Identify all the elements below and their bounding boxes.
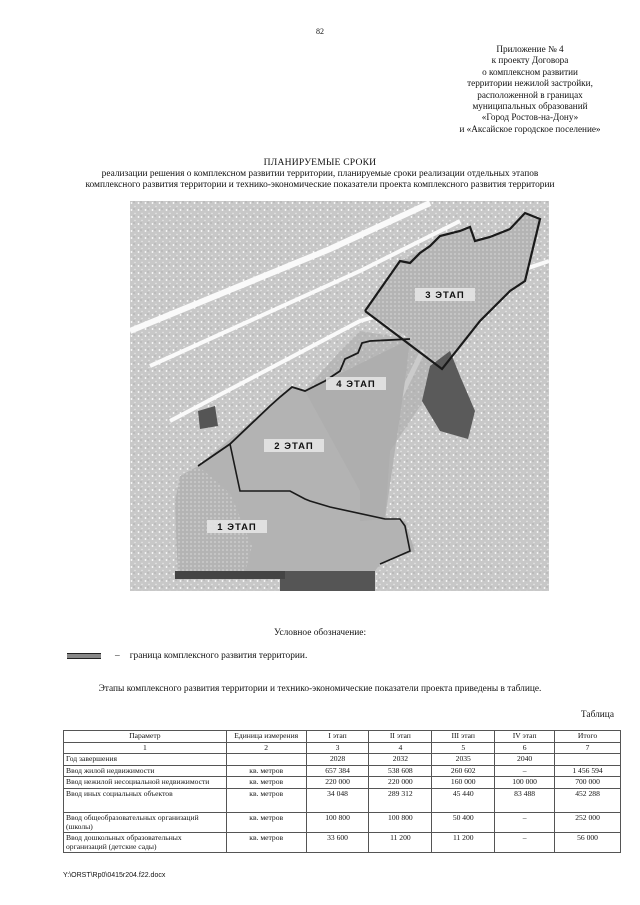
stage-label-2 bbox=[264, 439, 324, 452]
table-cell: кв. метров bbox=[226, 833, 306, 853]
table-cell: Ввод иных социальных объектов bbox=[64, 788, 227, 812]
table-cell: 7 bbox=[555, 742, 621, 754]
table-header: I этап bbox=[306, 731, 369, 743]
appendix-block bbox=[420, 44, 640, 135]
appendix-line: муниципальных образований bbox=[472, 101, 588, 112]
legend-text: граница комплексного развития территории. bbox=[129, 651, 308, 661]
table-cell: 11 200 bbox=[369, 833, 432, 853]
stage-label-1 bbox=[207, 520, 267, 533]
table-number-row bbox=[64, 742, 621, 754]
table-header-row bbox=[64, 731, 621, 743]
table-cell: Год завершения bbox=[64, 754, 227, 766]
table-cell: 252 000 bbox=[555, 812, 621, 832]
document-title bbox=[0, 157, 640, 192]
stage-2-text: 2 ЭТАП bbox=[274, 441, 314, 452]
table-cell: 100 800 bbox=[306, 812, 369, 832]
table-header: II этап bbox=[369, 731, 432, 743]
table-row bbox=[64, 833, 621, 853]
table-cell: 538 608 bbox=[369, 765, 432, 777]
appendix-line: расположенной в границах bbox=[477, 89, 583, 100]
dark-strip bbox=[175, 571, 285, 579]
appendix-line: территории нежилой застройки, bbox=[467, 78, 593, 89]
table-cell: 3 bbox=[306, 742, 369, 754]
table-cell: 83 488 bbox=[495, 788, 555, 812]
table-cell: 100 000 bbox=[495, 777, 555, 789]
table-cell: 2028 bbox=[306, 754, 369, 766]
stage-4-text: 4 ЭТАП bbox=[336, 379, 376, 390]
table-cell: кв. метров bbox=[226, 812, 306, 832]
table-row bbox=[64, 788, 621, 812]
table-cell: 220 000 bbox=[306, 777, 369, 789]
table-cell: 2035 bbox=[432, 754, 495, 766]
table-cell: кв. метров bbox=[226, 777, 306, 789]
table-header: III этап bbox=[432, 731, 495, 743]
table-cell: 6 bbox=[495, 742, 555, 754]
legend-dash: – bbox=[115, 651, 120, 661]
table-header: Единица измерения bbox=[226, 731, 306, 743]
page-number: 82 bbox=[316, 27, 324, 36]
table-cell: 2040 bbox=[495, 754, 555, 766]
appendix-line: о комплексном развитии bbox=[482, 66, 578, 77]
table-cell bbox=[226, 754, 306, 766]
title-line: реализации решения о комплексном развитии территории, планируемые сроки реализации отдельных этапов bbox=[101, 168, 539, 179]
table-cell: – bbox=[495, 765, 555, 777]
table-cell: кв. метров bbox=[226, 788, 306, 812]
table-cell: 2032 bbox=[369, 754, 432, 766]
table-cell: 700 000 bbox=[555, 777, 621, 789]
table-row bbox=[64, 754, 621, 766]
table-header: Итого bbox=[555, 731, 621, 743]
table-cell: 56 000 bbox=[555, 833, 621, 853]
legend-heading: Условное обозначение: bbox=[273, 628, 367, 638]
table-cell: 33 600 bbox=[306, 833, 369, 853]
indicators-table bbox=[63, 730, 621, 853]
table-cell: 160 000 bbox=[432, 777, 495, 789]
table-row bbox=[64, 777, 621, 789]
stage-label-4 bbox=[326, 377, 386, 390]
table-header: Параметр bbox=[64, 731, 227, 743]
table-cell: Ввод дошкольных образовательных организаций (детские сады) bbox=[64, 833, 227, 853]
table-intro: Этапы комплексного развития территории и технико-экономические показатели проекта приведены в таблице. bbox=[98, 684, 542, 694]
table-label: Таблица bbox=[580, 710, 614, 720]
table-cell: – bbox=[495, 812, 555, 832]
territory-map bbox=[130, 201, 549, 591]
table-cell: 452 288 bbox=[555, 788, 621, 812]
table-cell: 4 bbox=[369, 742, 432, 754]
legend-row bbox=[67, 651, 307, 661]
stage-3-text: 3 ЭТАП bbox=[425, 290, 465, 301]
table-row bbox=[64, 812, 621, 832]
map-svg bbox=[130, 201, 549, 591]
title-line: комплексного развития территории и технико-экономические показатели проекта комплексного развития территории bbox=[85, 180, 555, 190]
appendix-line: к проекту Договора bbox=[491, 55, 569, 66]
table-cell: 657 384 bbox=[306, 765, 369, 777]
appendix-line: и «Аксайское городское поселение» bbox=[459, 123, 601, 134]
table-cell: Ввод нежилой несоциальной недвижимости bbox=[64, 777, 227, 789]
table-cell: – bbox=[495, 833, 555, 853]
table-cell: 2 bbox=[226, 742, 306, 754]
table-cell: 50 400 bbox=[432, 812, 495, 832]
title-heading: ПЛАНИРУЕМЫЕ СРОКИ bbox=[263, 157, 377, 168]
file-path-footer: Y:\ORST\Rp0\0415r204.f22.docx bbox=[63, 872, 166, 879]
boundary-line-symbol bbox=[67, 653, 101, 659]
stage-1-text: 1 ЭТАП bbox=[217, 522, 257, 533]
table-row bbox=[64, 765, 621, 777]
table-cell: 1 456 594 bbox=[555, 765, 621, 777]
stage-label-3 bbox=[415, 288, 475, 301]
table-cell: 289 312 bbox=[369, 788, 432, 812]
table-cell: Ввод общеобразовательных организаций (школы) bbox=[64, 812, 227, 832]
table-cell: 220 000 bbox=[369, 777, 432, 789]
table-cell: 45 440 bbox=[432, 788, 495, 812]
table-cell: 100 800 bbox=[369, 812, 432, 832]
table-cell: 260 602 bbox=[432, 765, 495, 777]
dark-area-south bbox=[280, 571, 375, 591]
appendix-line: Приложение № 4 bbox=[496, 44, 564, 54]
table-cell: 5 bbox=[432, 742, 495, 754]
table-cell: 11 200 bbox=[432, 833, 495, 853]
table-cell: 1 bbox=[64, 742, 227, 754]
table-cell: 34 048 bbox=[306, 788, 369, 812]
table-cell: Ввод жилой недвижимости bbox=[64, 765, 227, 777]
appendix-line: «Город Ростов-на-Дону» bbox=[481, 112, 579, 123]
table-header: IV этап bbox=[495, 731, 555, 743]
table-cell bbox=[555, 754, 621, 766]
table-cell: кв. метров bbox=[226, 765, 306, 777]
